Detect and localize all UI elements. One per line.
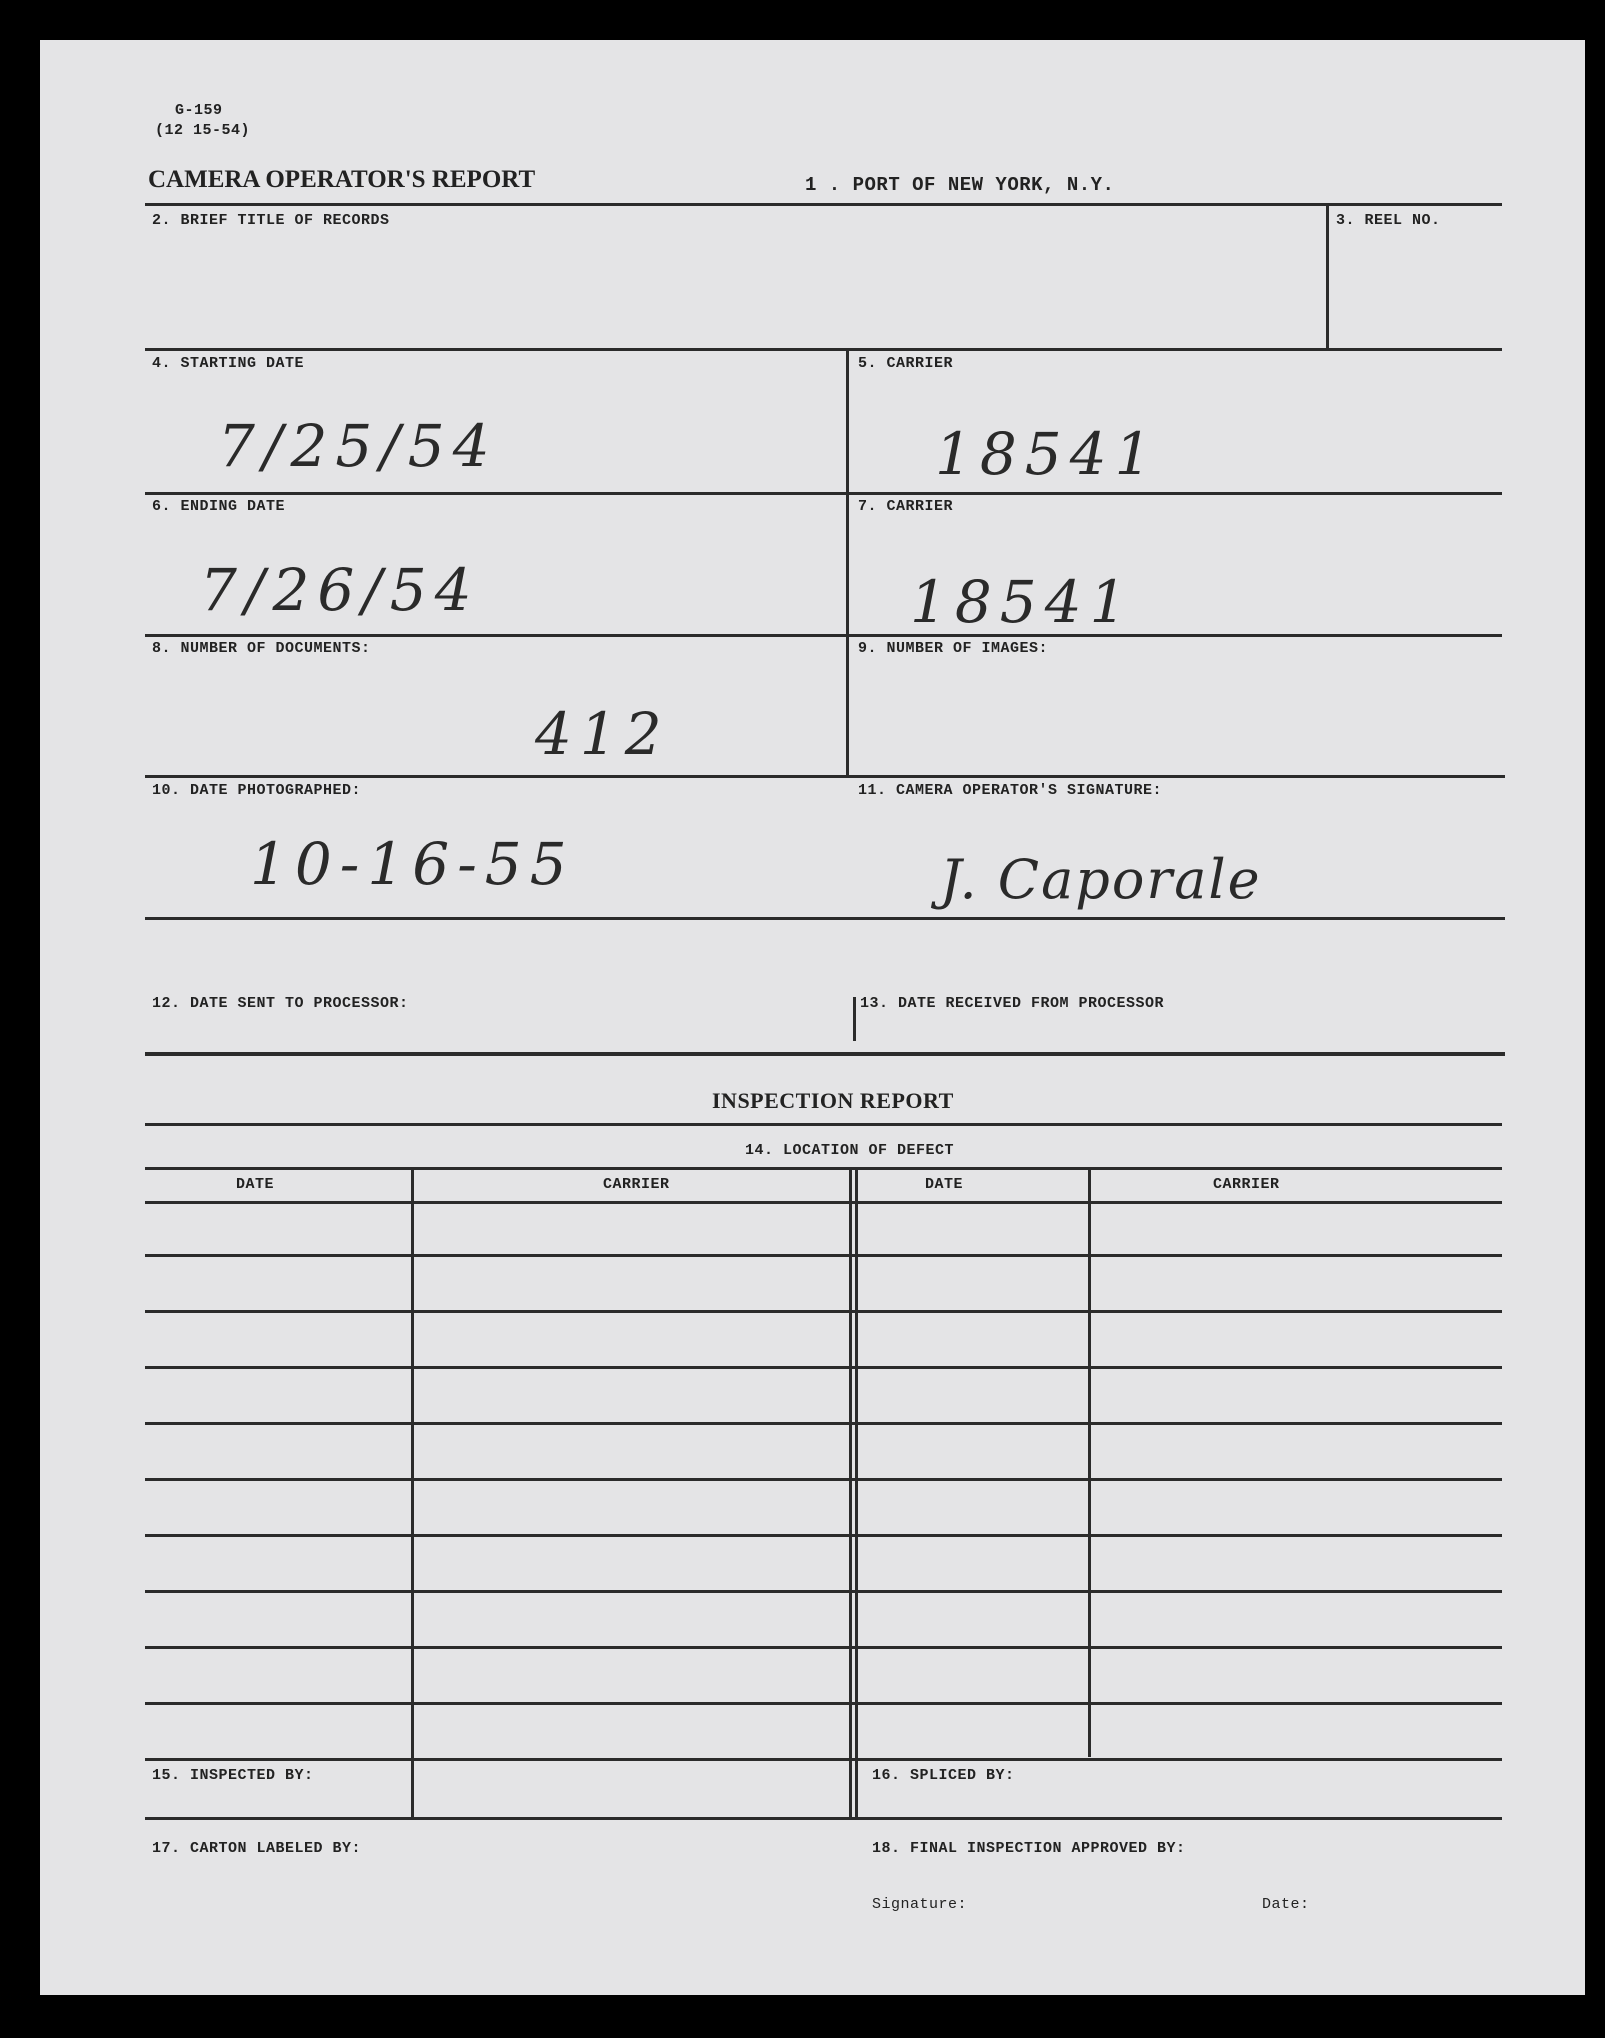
table-row-line: [145, 1422, 1502, 1425]
date-sent-label: 12. DATE SENT TO PROCESSOR:: [152, 995, 409, 1012]
center-divider: [846, 348, 849, 776]
signature-line-label: Signature:: [872, 1896, 968, 1913]
form-page: [40, 40, 1585, 1995]
rule-10: [145, 1201, 1502, 1204]
table-row-line: [145, 1646, 1502, 1649]
port-label: 1 . PORT OF NEW YORK, N.Y.: [805, 174, 1115, 196]
rule-4: [145, 634, 1502, 637]
starting-date-value: 7/25/54: [218, 412, 498, 480]
carrier5-value: 18541: [935, 420, 1160, 488]
table-row-line: [145, 1366, 1502, 1369]
ending-date-label: 6. ENDING DATE: [152, 498, 286, 515]
table-col-line-2b: [855, 1169, 858, 1817]
rule-5: [145, 775, 1505, 778]
form-number: G-159: [175, 102, 223, 119]
rule-2: [145, 348, 1502, 351]
table-col-line-1: [411, 1169, 414, 1817]
form-revision: (12 15-54): [155, 122, 251, 139]
carrier7-label: 7. CARRIER: [858, 498, 954, 515]
date-received-label: 13. DATE RECEIVED FROM PROCESSOR: [860, 995, 1165, 1012]
col-date-1: DATE: [236, 1176, 275, 1193]
col-date-2: DATE: [925, 1176, 964, 1193]
table-row-line: [145, 1817, 1502, 1820]
rule-top: [145, 203, 1502, 206]
table-row-line: [145, 1702, 1502, 1705]
col-carrier-2: CARRIER: [1213, 1176, 1280, 1193]
brief-title-label: 2. BRIEF TITLE OF RECORDS: [152, 212, 390, 229]
rule-8: [145, 1123, 1502, 1126]
rule-7: [145, 1052, 1505, 1056]
spliced-by-label: 16. SPLICED BY:: [872, 1767, 1015, 1784]
carton-labeled-label: 17. CARTON LABELED BY:: [152, 1840, 362, 1857]
date-photographed-value: 10-16-55: [250, 830, 575, 898]
rule-9: [145, 1167, 1502, 1170]
operator-signature: J. Caporale: [940, 848, 1262, 911]
table-row-line: [145, 1758, 1502, 1761]
center-divider-short: [853, 997, 856, 1041]
rule-3: [145, 492, 1502, 495]
location-of-defect-label: 14. LOCATION OF DEFECT: [745, 1142, 955, 1159]
reel-divider: [1326, 203, 1329, 348]
reel-no-label: 3. REEL NO.: [1336, 212, 1441, 229]
ending-date-value: 7/26/54: [200, 556, 480, 624]
carrier7-value: 18541: [910, 568, 1135, 636]
num-documents-label: 8. NUMBER OF DOCUMENTS:: [152, 640, 371, 657]
num-documents-value: 412: [535, 700, 670, 768]
form-title: CAMERA OPERATOR'S REPORT: [148, 166, 536, 193]
inspected-by-label: 15. INSPECTED BY:: [152, 1767, 314, 1784]
table-row-line: [145, 1254, 1502, 1257]
num-images-label: 9. NUMBER OF IMAGES:: [858, 640, 1049, 657]
starting-date-label: 4. STARTING DATE: [152, 355, 305, 372]
date-photographed-label: 10. DATE PHOTOGRAPHED:: [152, 782, 362, 799]
table-col-line-2a: [849, 1169, 852, 1817]
table-row-line: [145, 1310, 1502, 1313]
table-row-line: [145, 1590, 1502, 1593]
rule-6: [145, 917, 1505, 920]
signature-label: 11. CAMERA OPERATOR'S SIGNATURE:: [858, 782, 1163, 799]
table-col-line-3: [1088, 1169, 1091, 1757]
date-line-label: Date:: [1262, 1896, 1310, 1913]
table-row-line: [145, 1478, 1502, 1481]
col-carrier-1: CARRIER: [603, 1176, 670, 1193]
carrier5-label: 5. CARRIER: [858, 355, 954, 372]
inspection-title: INSPECTION REPORT: [712, 1088, 954, 1113]
final-inspection-label: 18. FINAL INSPECTION APPROVED BY:: [872, 1840, 1186, 1857]
table-row-line: [145, 1534, 1502, 1537]
